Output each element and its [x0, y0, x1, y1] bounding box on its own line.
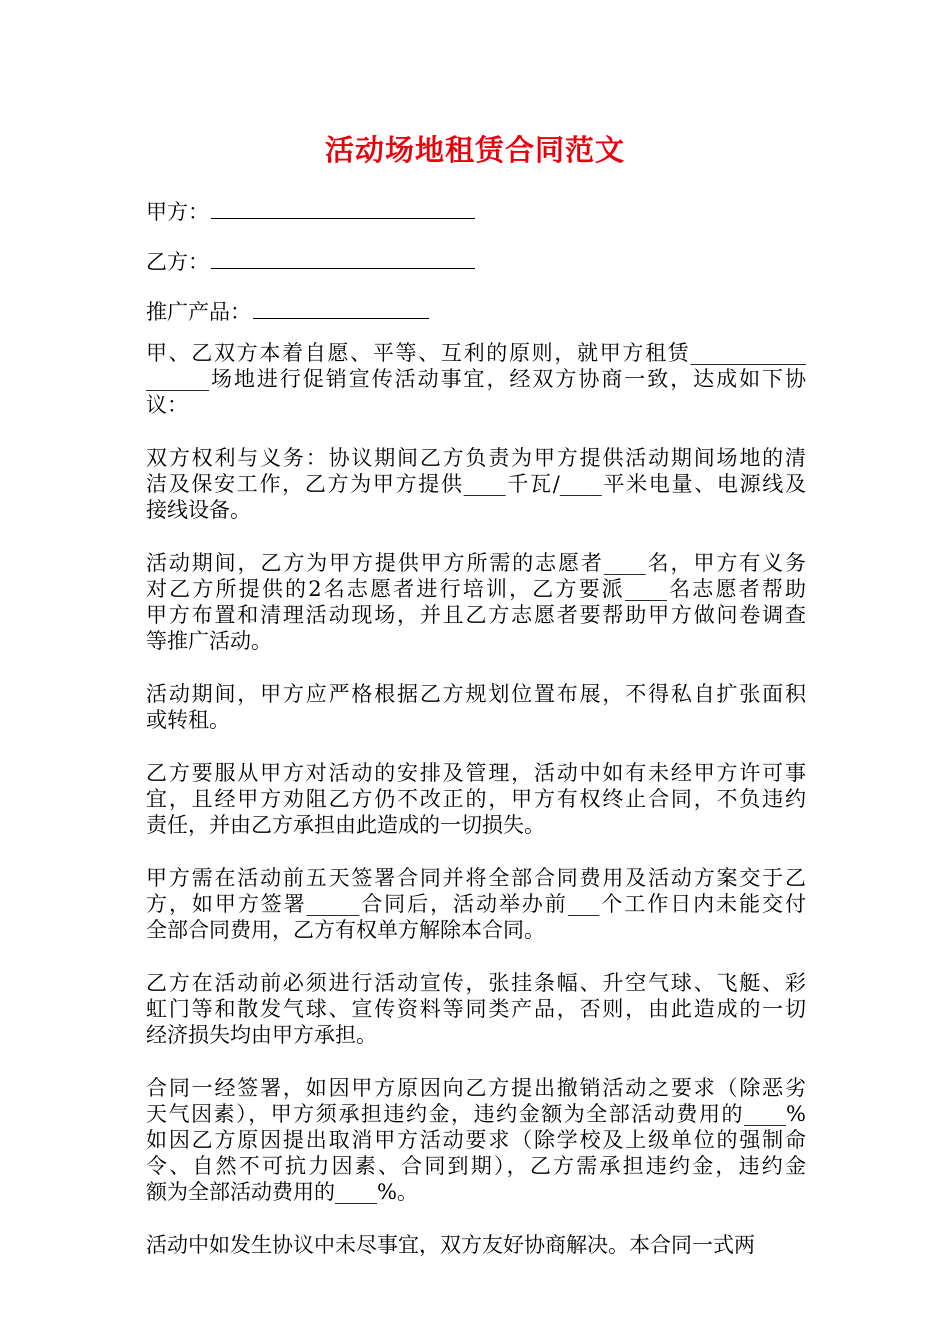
product-label: 推广产品：	[146, 300, 251, 324]
product-blank	[253, 300, 429, 319]
paragraph-line: 天气因素），甲方须承担违约金，违约金额为全部活动费用的____%	[146, 1102, 806, 1126]
paragraph-line: 责任，并由乙方承担由此造成的一切损失。	[146, 813, 545, 837]
paragraph-line: 经济损失均由甲方承担。	[146, 1023, 377, 1047]
paragraph-line: 议：	[146, 393, 188, 417]
paragraph-line: 甲、乙双方本着自愿、平等、互利的原则，就甲方租赁___________	[146, 341, 806, 365]
party-b-blank	[211, 250, 475, 269]
paragraph-line: 洁及保安工作，乙方为甲方提供____千瓦/____平米电量、电源线及	[146, 472, 806, 496]
contract-paragraph	[146, 1232, 806, 1258]
paragraph-line: 全部合同费用，乙方有权单方解除本合同。	[146, 918, 545, 942]
paragraph-line: 乙方要服从甲方对活动的安排及管理，活动中如有未经甲方许可事	[146, 761, 806, 785]
contract-paragraph	[146, 970, 806, 1048]
paragraph-line: 活动期间，乙方为甲方提供甲方所需的志愿者____名，甲方有义务	[146, 551, 806, 575]
contract-paragraph	[146, 550, 806, 654]
paragraph-line: 等推广活动。	[146, 629, 272, 653]
party-a-label: 甲方：	[146, 200, 209, 224]
paragraph-line: 如因乙方原因提出取消甲方活动要求（除学校及上级单位的强制命	[146, 1128, 806, 1152]
party-b-label: 乙方：	[146, 250, 209, 274]
paragraph-line: 宜，且经甲方劝阻乙方仍不改正的，甲方有权终止合同，不负违约	[146, 787, 806, 811]
paragraph-line: 甲方需在活动前五天签署合同并将全部合同费用及活动方案交于乙	[146, 866, 806, 890]
product-field	[146, 298, 429, 326]
paragraph-line: 活动期间，甲方应严格根据乙方规划位置布展，不得私自扩张面积	[146, 682, 806, 706]
party-b-field	[146, 248, 475, 276]
paragraph-line: 虹门等和散发气球、宣传资料等同类产品，否则，由此造成的一切	[146, 997, 806, 1021]
party-a-blank	[211, 200, 475, 219]
paragraph-line: 合同一经签署，如因甲方原因向乙方提出撤销活动之要求（除恶劣	[146, 1076, 806, 1100]
contract-paragraph	[146, 340, 806, 418]
paragraph-line: 双方权利与义务：协议期间乙方负责为甲方提供活动期间场地的清	[146, 446, 806, 470]
paragraph-line: 活动中如发生协议中未尽事宜，双方友好协商解决。本合同一式两	[146, 1233, 755, 1257]
contract-paragraph	[146, 445, 806, 523]
contract-paragraph	[146, 1075, 806, 1205]
paragraph-line: 方，如甲方签署_____合同后，活动举办前___个工作日内未能交付	[146, 892, 806, 916]
paragraph-line: 接线设备。	[146, 498, 251, 522]
contract-paragraph	[146, 760, 806, 838]
paragraph-line: 乙方在活动前必须进行活动宣传，张挂条幅、升空气球、飞艇、彩	[146, 971, 806, 995]
contract-paragraph	[146, 865, 806, 943]
paragraph-line: 额为全部活动费用的____%。	[146, 1180, 418, 1204]
paragraph-line: 令、自然不可抗力因素、合同到期），乙方需承担违约金，违约金	[146, 1154, 806, 1178]
paragraph-line: ______场地进行促销宣传活动事宜，经双方协商一致，达成如下协	[146, 367, 806, 391]
contract-body	[146, 340, 806, 1285]
paragraph-line: 或转租。	[146, 708, 230, 732]
contract-paragraph	[146, 681, 806, 733]
document-title: 活动场地租赁合同范文	[324, 133, 625, 167]
party-a-field	[146, 198, 475, 226]
paragraph-line: 对乙方所提供的2名志愿者进行培训，乙方要派____名志愿者帮助	[146, 577, 806, 601]
paragraph-line: 甲方布置和清理活动现场，并且乙方志愿者要帮助甲方做问卷调查	[146, 603, 806, 627]
